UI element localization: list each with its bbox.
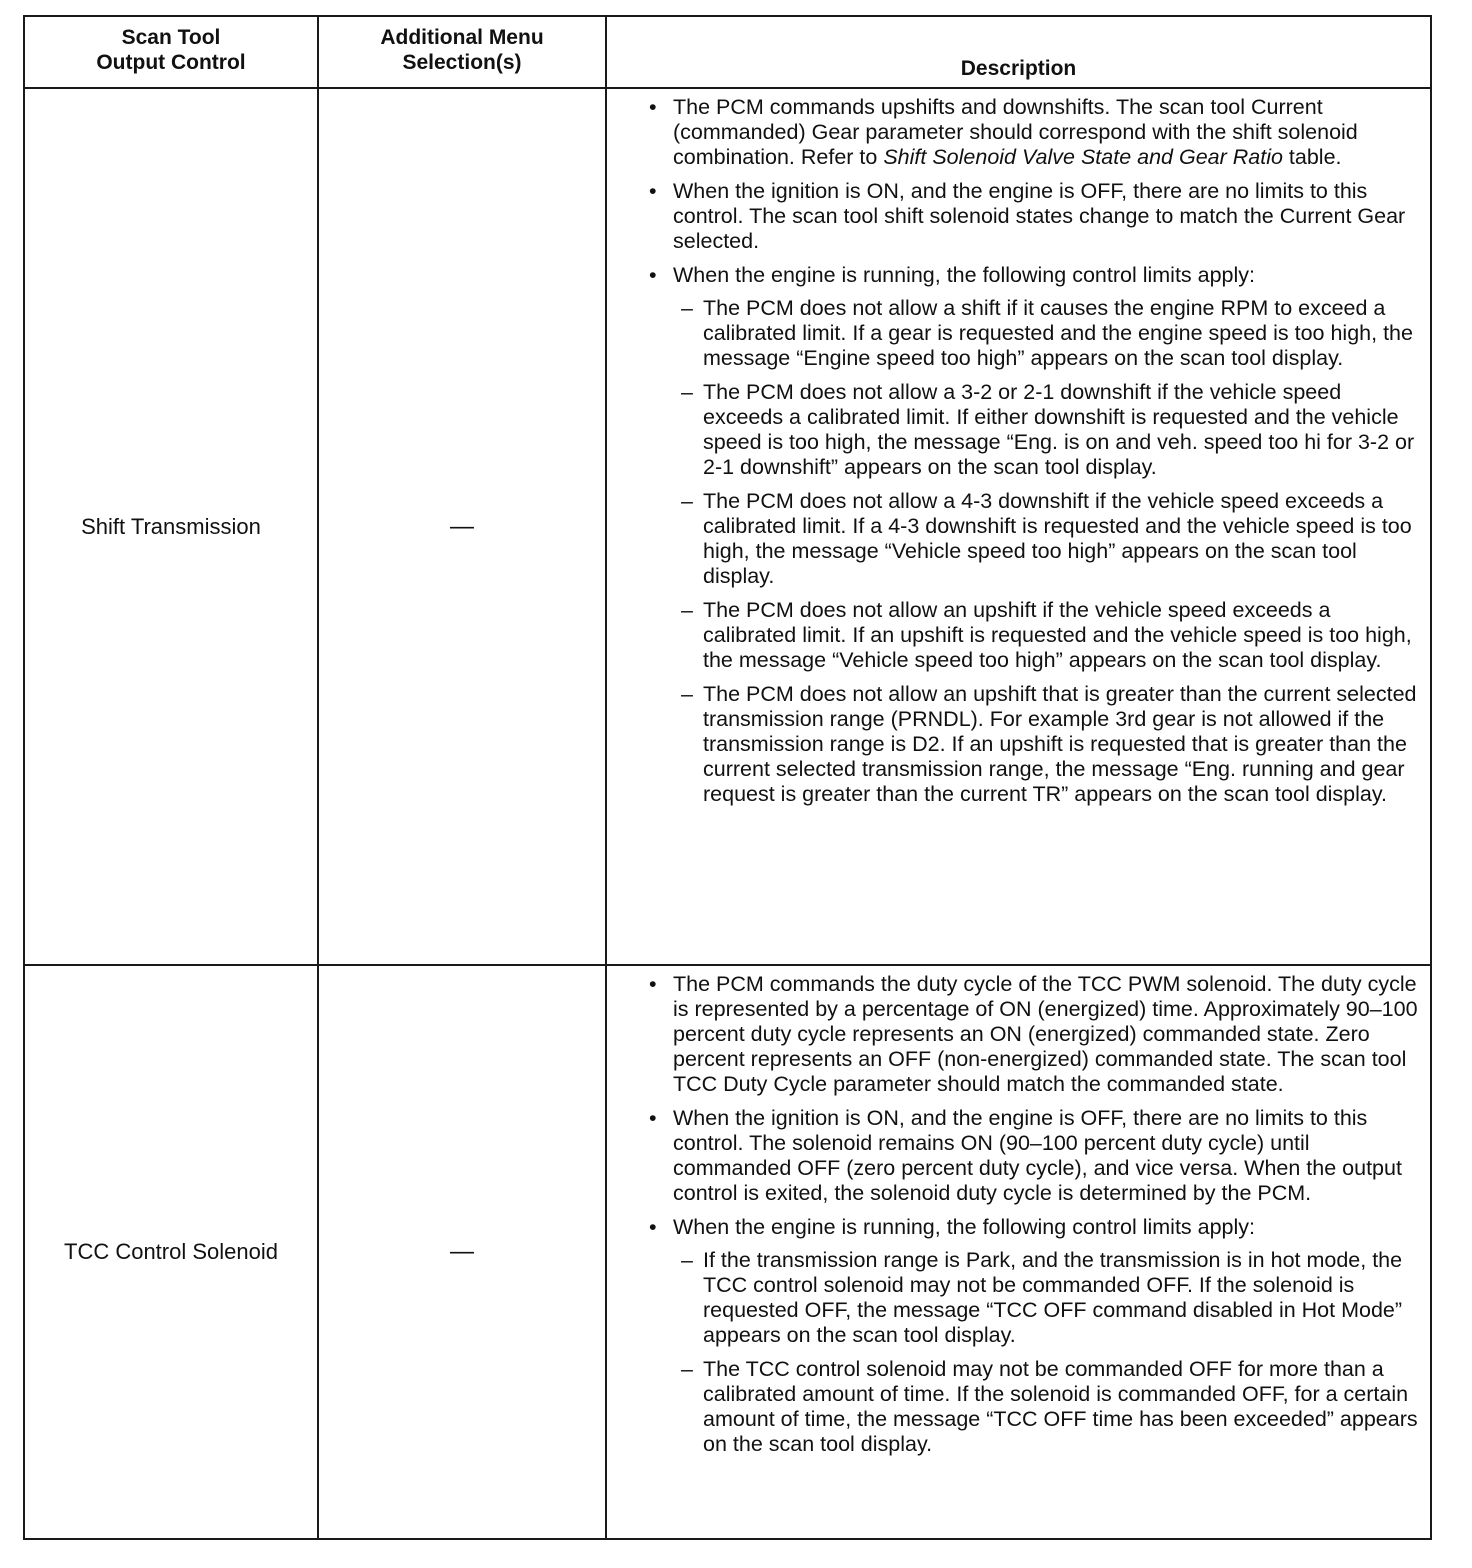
menu-selection-cell bbox=[318, 88, 606, 965]
bullet-icon: • bbox=[649, 263, 657, 287]
bullet-text: The PCM commands the duty cycle of the TCC PWM solenoid. The duty cycle is represented by a percentage of ON (energized) time. Approximately 90–100 percent duty cycle represents an ON (energized) commanded state. Zero percent represents an OFF (non-energized) commanded state. The scan tool TCC Duty Cycle parameter should match the commanded state. bbox=[673, 972, 1418, 1096]
bullet-text: When the ignition is ON, and the engine is OFF, there are no limits to this control. The scan tool shift solenoid states change to match the Current Gear selected. bbox=[673, 179, 1406, 253]
list-item bbox=[649, 263, 1420, 807]
list-item bbox=[649, 1106, 1420, 1206]
control-limits-list bbox=[681, 296, 1420, 807]
bullet-icon: • bbox=[649, 179, 657, 203]
sub-item-text: The PCM does not allow a 3-2 or 2-1 downshift if the vehicle speed exceeds a calibrated limit. If either downshift is requested and the vehicle speed is too high, the message “Eng. is on and veh. speed too hi for 3-2 or 2-1 downshift” appears on the scan tool display. bbox=[703, 380, 1415, 479]
dash-icon: – bbox=[681, 489, 693, 513]
header-col1-line1: Scan Tool bbox=[121, 26, 221, 49]
list-item bbox=[649, 95, 1420, 170]
menu-selection-cell bbox=[318, 965, 606, 1539]
table-reference: Shift Solenoid Valve State and Gear Ratio bbox=[883, 145, 1283, 169]
menu-selection: — bbox=[450, 1238, 474, 1265]
bullet-text: When the ignition is ON, and the engine is OFF, there are no limits to this control. The solenoid remains ON (90–100 percent duty cycle) until commanded OFF (zero percent duty cycle), and vice versa. When the output control is exited, the solenoid duty cycle is determined by the PCM. bbox=[673, 1106, 1402, 1205]
table-row-shift-transmission bbox=[24, 88, 1431, 965]
bullet-text: When the engine is running, the following control limits apply: bbox=[673, 263, 1256, 287]
header-additional-menu-selections bbox=[318, 16, 606, 88]
list-item bbox=[649, 1215, 1420, 1457]
control-name-cell bbox=[24, 965, 318, 1539]
menu-selection: — bbox=[450, 512, 474, 540]
sub-item-text: The PCM does not allow a 4-3 downshift if the vehicle speed exceeds a calibrated limit. If a 4-3 downshift is requested and the vehicle speed is too high, the message “Vehicle speed too high” appears on the scan tool display. bbox=[703, 489, 1412, 588]
sub-list-item bbox=[681, 1248, 1420, 1348]
table-row-tcc-control-solenoid bbox=[24, 965, 1431, 1539]
sub-list-item bbox=[681, 682, 1420, 807]
dash-icon: – bbox=[681, 296, 693, 320]
header-col1-line2: Output Control bbox=[96, 51, 246, 74]
header-description bbox=[606, 16, 1431, 88]
description-cell bbox=[606, 965, 1431, 1539]
sub-list-item bbox=[681, 380, 1420, 480]
sub-item-text: The PCM does not allow a shift if it causes the engine RPM to exceed a calibrated limit. If a gear is requested and the engine speed is too high, the message “Engine speed too high” appears on the scan tool display. bbox=[703, 296, 1413, 370]
sub-list-item bbox=[681, 489, 1420, 589]
control-limits-list bbox=[681, 1248, 1420, 1457]
description-cell bbox=[606, 88, 1431, 965]
bullet-text: The PCM commands upshifts and downshifts. The scan tool Current (commanded) Gear parameter should correspond with the shift solenoid combination. Refer to bbox=[673, 95, 1358, 169]
list-item bbox=[649, 179, 1420, 254]
dash-icon: – bbox=[681, 682, 693, 706]
sub-item-text: If the transmission range is Park, and the transmission is in hot mode, the TCC control solenoid may not be commanded OFF. If the solenoid is requested OFF, the message “TCC OFF command disabled in Hot Mode” appears on the scan tool display. bbox=[703, 1248, 1403, 1347]
bullet-text-tail: table. bbox=[1282, 145, 1342, 169]
header-scan-tool-output-control bbox=[24, 16, 318, 88]
bullet-text: When the engine is running, the following control limits apply: bbox=[673, 1215, 1256, 1239]
list-item bbox=[649, 972, 1420, 1097]
scan-tool-output-control-table bbox=[23, 15, 1432, 1540]
header-col3: Description bbox=[960, 57, 1077, 80]
bullet-icon: • bbox=[649, 1215, 657, 1239]
bullet-icon: • bbox=[649, 972, 657, 996]
bullet-icon: • bbox=[649, 95, 657, 119]
header-col2-line1: Additional Menu bbox=[380, 26, 544, 49]
control-name: TCC Control Solenoid bbox=[64, 1239, 278, 1264]
sub-list-item bbox=[681, 296, 1420, 371]
description-bullets bbox=[649, 972, 1420, 1457]
bullet-icon: • bbox=[649, 1106, 657, 1130]
sub-item-text: The PCM does not allow an upshift that is greater than the current selected transmission range (PRNDL). For example 3rd gear is not allowed if the transmission range is D2. If an upshift is requested that is greater than the current selected transmission range, the message “Eng. running and gear request is greater than the current TR” appears on the scan tool display. bbox=[703, 682, 1417, 806]
sub-list-item bbox=[681, 1357, 1420, 1457]
dash-icon: – bbox=[681, 1248, 693, 1272]
sub-list-item bbox=[681, 598, 1420, 673]
dash-icon: – bbox=[681, 380, 693, 404]
dash-icon: – bbox=[681, 598, 693, 622]
dash-icon: – bbox=[681, 1357, 693, 1381]
description-bullets bbox=[649, 95, 1420, 807]
header-row bbox=[24, 16, 1431, 88]
sub-item-text: The PCM does not allow an upshift if the vehicle speed exceeds a calibrated limit. If an upshift is requested and the vehicle speed is too high, the message “Vehicle speed too high” appears on the scan tool display. bbox=[703, 598, 1412, 672]
sub-item-text: The TCC control solenoid may not be commanded OFF for more than a calibrated amount of time. If the solenoid is commanded OFF, for a certain amount of time, the message “TCC OFF time has been exceeded” appears on the scan tool display. bbox=[703, 1357, 1418, 1456]
header-col2-line2: Selection(s) bbox=[402, 51, 522, 74]
control-name: Shift Transmission bbox=[81, 513, 261, 539]
control-name-cell bbox=[24, 88, 318, 965]
